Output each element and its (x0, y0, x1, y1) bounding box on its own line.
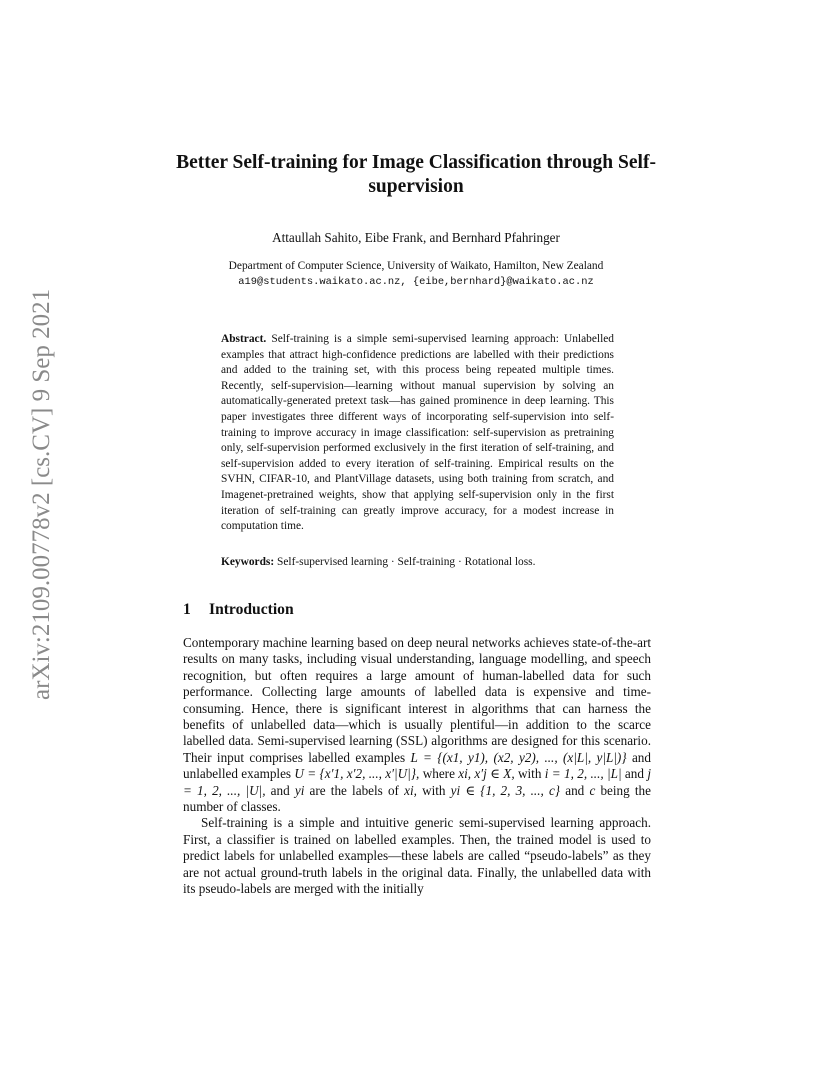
math-label-y: yi (294, 782, 305, 798)
intro-text: and (560, 782, 590, 798)
intro-text: and (265, 782, 295, 798)
intro-text: and (621, 766, 648, 782)
math-unlabelled-set: U = {x′1, x′2, ..., x′|U|}, (294, 766, 420, 782)
math-index-i: i = 1, 2, ..., |L| (544, 766, 622, 782)
author-list: Attaullah Sahito, Eibe Frank, and Bernhard Pfahringer (272, 230, 560, 245)
keywords-label: Keywords: (221, 556, 275, 568)
arxiv-identifier: arXiv:2109.00778v2 [cs.CV] 9 Sep 2021 (28, 288, 55, 700)
math-index-j: j = 1, 2, ..., |U|, (183, 766, 651, 798)
math-class-set: yi ∈ {1, 2, 3, ..., c} (450, 782, 561, 798)
affiliation: Department of Computer Science, University of Waikato, Hamilton, New Zealand (228, 260, 604, 272)
intro-text: are the labels of (304, 782, 405, 798)
keywords (221, 555, 614, 571)
math-example-x: xi, (404, 782, 417, 798)
section-title: Introduction (209, 601, 294, 618)
abstract-text: Self-training is a simple semi-supervised learning approach: Unlabelled examples that attract high-confidence predictions are labelled with their predictions and added to the training set, with this process being repeated multiple times. Recently, self-supervision—learning without manual supervision by solving an automatically-generated pretext task—has gained prominence in deep learning. This paper investigates three different ways of incorporating self-supervision into self-training to improve accuracy in image classification: self-supervision as pretraining only, self-supervision performed exclusively in the first iteration of self-training, and self-supervision added to every iteration of self-training. Empirical results on the SVHN, CIFAR-10, and PlantVillage datasets, using both training from scratch, and Imagenet-pretrained weights, show that applying self-supervision only in the first iteration of self-training can greatly improve accuracy, for a modest increase in computation time. (221, 333, 614, 533)
abstract-label: Abstract. (221, 333, 267, 345)
math-domain: xi, x′j ∈ X, (458, 766, 515, 782)
intro-text: with (514, 766, 545, 782)
keywords-text: Self-supervised learning · Self-training · Rotational loss. (277, 556, 536, 568)
intro-text: Contemporary machine learning based on deep neural networks achieves state-of-the-art results on many tasks, including visual understanding, language modelling, and speech recognition, but often requires a large amount of human-labelled data for such performance. Collecting large amounts of labelled data is expensive and time-consuming. Hence, there is significant interest in algorithms that can harness the benefits of unlabelled data—which is usually plentiful—in addition to the scarce labelled data. Semi-supervised learning (SSL) algorithms are designed for this scenario. Their input comprises labelled examples (183, 635, 651, 765)
intro-text: and unlabelled examples (183, 749, 651, 782)
introduction-body (183, 635, 651, 898)
math-labelled-set: L = {(x1, y1), (x2, y2), ..., (x|L|, y|L|)} (410, 749, 627, 765)
intro-paragraph-2: Self-training is a simple and intuitive generic semi-supervised learning approach. First, a classifier is trained on labelled examples. Then, the trained model is used to predict labels for unlabelled examples—these labels are called “pseudo-labels” as they are not actual ground-truth labels in the original data. Finally, the unlabelled data with its pseudo-labels are merged with the initially (183, 815, 651, 897)
intro-text: being the number of classes. (183, 782, 651, 815)
author-emails: a19@students.waikato.ac.nz, {eibe,bernhard}@waikato.ac.nz (238, 276, 594, 288)
paper-title: Better Self-training for Image Classification through Self-supervision (176, 152, 656, 197)
section-number: 1 (183, 601, 191, 618)
abstract (221, 332, 614, 535)
section-heading (183, 600, 294, 620)
math-class-count: c (589, 782, 596, 798)
intro-text: with (416, 782, 451, 798)
intro-paragraph-1 (183, 635, 651, 815)
intro-text: where (419, 766, 459, 782)
